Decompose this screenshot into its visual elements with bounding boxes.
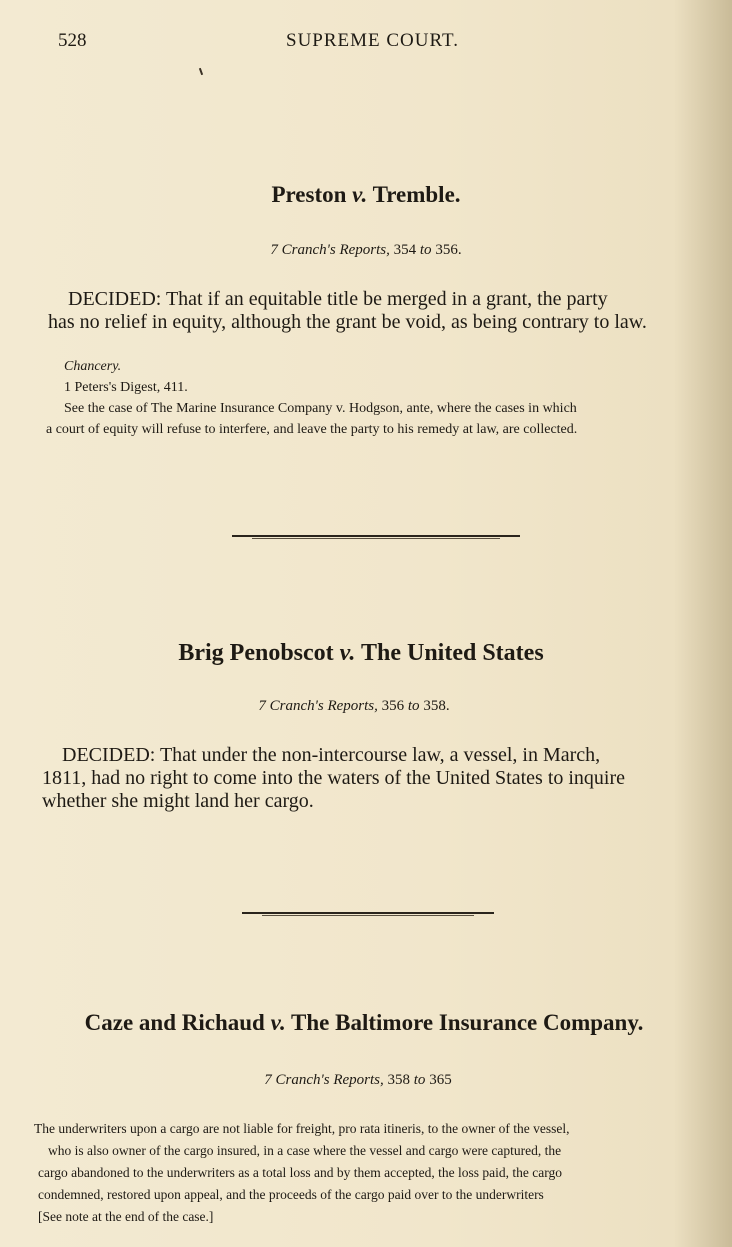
headnote-paragraph: The underwriters upon a cargo are not liable for freight, pro rata itineris, to the owner of the vessel, who is also owner of the cargo insured, in a case where the vessel and cargo were captured, the cargo abandoned to the underwriters as a total loss and by them accepted, the loss paid, the cargo condemned, restored upon appeal, and the proceeds of the cargo paid over to the underwriters [See note at the end of the case.] — [34, 1121, 570, 1224]
section-divider-rule — [242, 912, 494, 914]
case-notes: Chancery. 1 Peters's Digest, 411. See the case of The Marine Insurance Company v. Hodgson, ante, where the cases in which a court of equity will refuse to interfere, and leave the party to his remedy at law, are collected. — [46, 359, 578, 437]
case-title-preston-v-tremble: Preston v. Tremble. — [271, 182, 461, 207]
running-title: SUPREME COURT. — [286, 30, 459, 51]
decided-paragraph: DECIDED: That under the non-intercourse law, a vessel, in March, 1811, had no right to come into the waters of the United States to inquire whether she might land her cargo. — [42, 744, 626, 812]
page-number: 528 — [58, 30, 87, 51]
case-citation: 7 Cranch's Reports, 354 to 356. — [270, 242, 462, 258]
decided-paragraph: DECIDED: That if an equitable title be merged in a grant, the party has no relief in equity, although the grant be void, as being contrary to law. — [48, 288, 647, 333]
running-head — [58, 30, 692, 54]
section-divider-rule — [232, 535, 520, 537]
case-citation: 7 Cranch's Reports, 356 to 358. — [258, 698, 450, 714]
case-title-caze-and-richaud: Caze and Richaud v. The Baltimore Insurance Company. — [84, 1010, 644, 1035]
ink-speck — [199, 68, 203, 75]
case-citation: 7 Cranch's Reports, 358 to 365 — [264, 1072, 452, 1088]
case-title-brig-penobscot: Brig Penobscot v. The United States — [178, 640, 544, 666]
